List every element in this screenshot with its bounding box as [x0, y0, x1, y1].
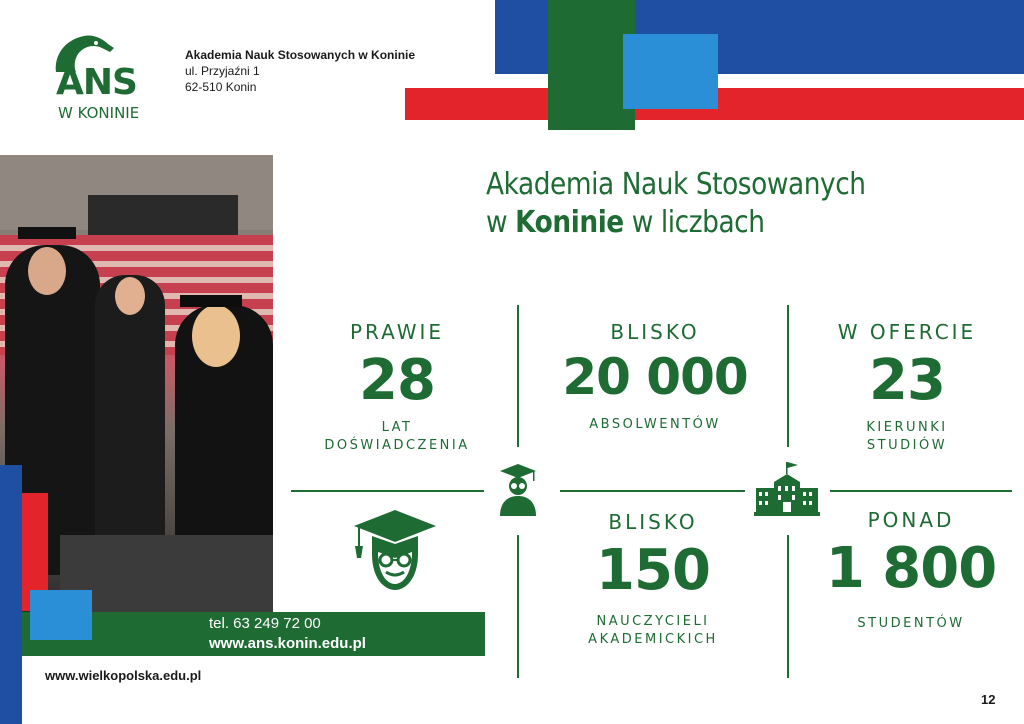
divider-vertical-2-top — [787, 305, 789, 447]
stat-value: 23 — [869, 348, 945, 413]
divider-horizontal-middle — [560, 490, 745, 492]
stat-value: 28 — [359, 348, 435, 413]
logo-initials: ANS — [56, 62, 137, 103]
headline-line1: Akademia Nauk Stosowanych — [486, 167, 866, 202]
stat-students — [801, 508, 1021, 633]
divider-vertical-1-top — [517, 305, 519, 447]
stat-desc-line2: STUDIÓW — [866, 438, 948, 453]
contact-website[interactable]: www.ans.konin.edu.pl — [209, 635, 366, 652]
logo — [48, 32, 158, 124]
graduate-small-icon — [498, 462, 538, 516]
page-number: 12 — [981, 692, 996, 707]
address-street: ul. Przyjaźni 1 — [185, 64, 260, 78]
stat-label: BLISKO — [608, 510, 698, 534]
stat-label: PONAD — [867, 508, 955, 532]
stat-teachers — [543, 510, 763, 649]
stat-label: W OFERCIE — [837, 320, 977, 344]
address-block — [185, 47, 415, 95]
divider-vertical-1-bottom — [517, 535, 519, 678]
header-green-block — [548, 0, 635, 130]
stat-value: 1 800 — [825, 536, 997, 601]
divider-horizontal-left — [291, 490, 484, 492]
page-headline — [486, 166, 866, 242]
stat-courses — [797, 320, 1017, 455]
headline-line2-bold: Koninie — [515, 205, 624, 240]
stat-desc-line2: AKADEMICKICH — [588, 632, 718, 647]
address-name: Akademia Nauk Stosowanych w Koninie — [185, 48, 416, 62]
stat-label: BLISKO — [610, 320, 700, 344]
stat-desc-line2: DOŚWIADCZENIA — [324, 438, 470, 453]
divider-vertical-2-bottom — [787, 535, 789, 678]
side-blue-bar — [0, 465, 22, 724]
divider-horizontal-right — [830, 490, 1012, 492]
stat-value: 20 000 — [562, 348, 748, 406]
stat-graduates — [545, 320, 765, 434]
logo-city: W KONINIE — [58, 104, 140, 122]
headline-line2-prefix: w — [486, 205, 508, 240]
address-postal: 62-510 Konin — [185, 80, 257, 94]
stat-desc-line1: STUDENTÓW — [857, 616, 965, 631]
graduate-icon — [352, 508, 438, 592]
stat-desc-line1: LAT — [381, 420, 413, 435]
university-building-icon — [754, 460, 820, 516]
contact-light-blue-square — [30, 590, 92, 640]
stat-value: 150 — [596, 538, 710, 603]
stat-desc-line1: NAUCZYCIELI — [596, 614, 710, 629]
contact-info — [209, 614, 366, 654]
headline-line2-suffix: w liczbach — [631, 205, 765, 240]
headline-line2 — [486, 204, 866, 242]
header-light-blue-square — [623, 34, 718, 109]
stat-years — [287, 320, 507, 455]
stat-desc-line1: KIERUNKI — [866, 420, 948, 435]
stat-desc-line1: ABSOLWENTÓW — [589, 417, 721, 432]
footer-url[interactable]: www.wielkopolska.edu.pl — [45, 668, 202, 683]
stat-label: PRAWIE — [349, 320, 445, 344]
contact-phone: tel. 63 249 72 00 — [209, 615, 321, 632]
